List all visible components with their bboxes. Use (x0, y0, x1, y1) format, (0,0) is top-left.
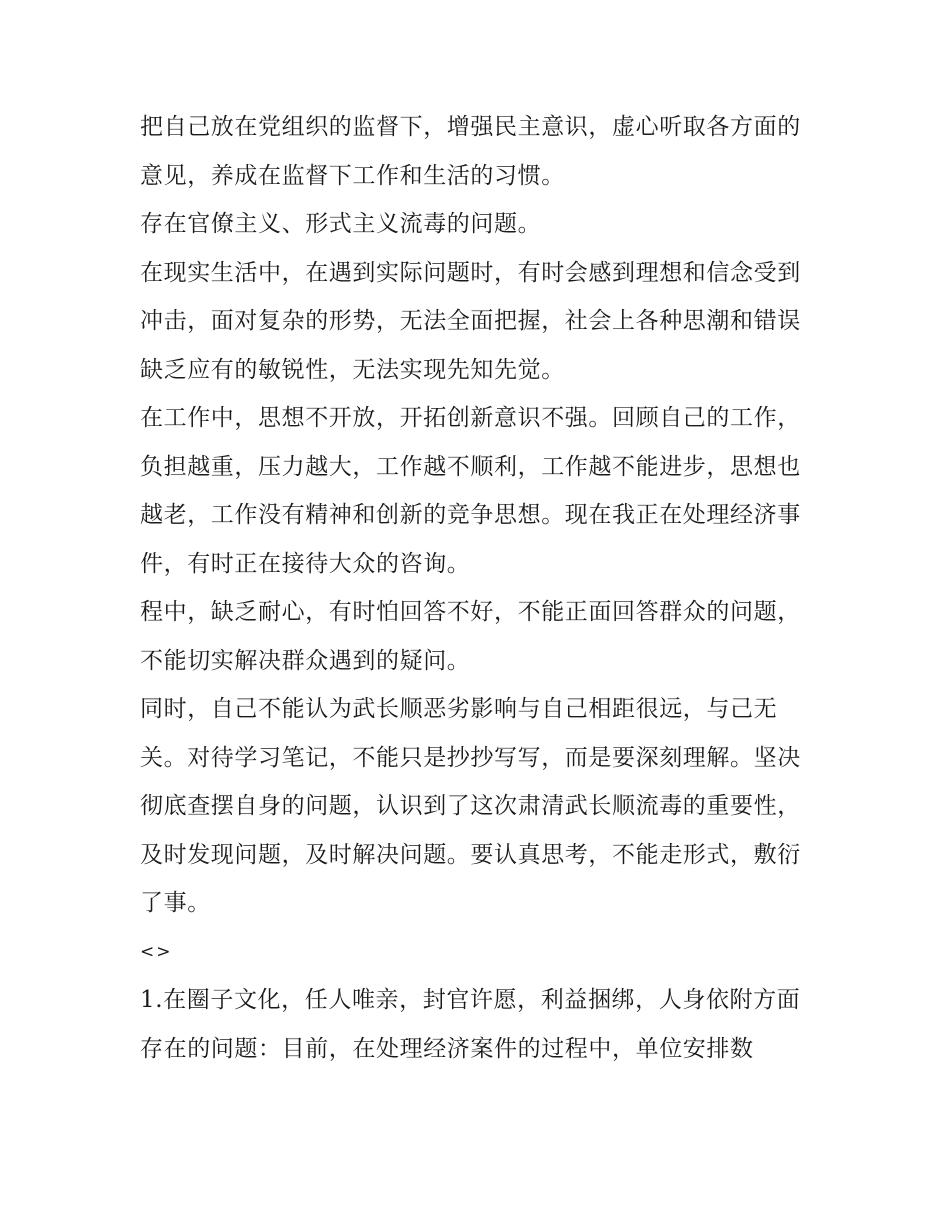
paragraph-4: 在工作中，思想不开放，开拓创新意识不强。回顾自己的工作，负担越重，压力越大，工作越不顺利，工作越不能进步，思想也越老，工作没有精神和创新的竞争思想。现在我正在处理经济事件，有时正在接待大众的咨询。 (140, 405, 801, 577)
paragraph-5: 程中，缺乏耐心，有时怕回答不好，不能正面回答群众的问题，不能切实解决群众遇到的疑问。 (140, 599, 801, 674)
paragraph-3: 在现实生活中，在遇到实际问题时，有时会感到理想和信念受到冲击，面对复杂的形势，无法全面把握，社会上各种思潮和错误缺乏应有的敏锐性，无法实现先知先觉。 (140, 259, 801, 383)
paragraph-7: 1.在圈子文化，任人唯亲，封官许愿，利益捆绑，人身依附方面存在的问题：目前，在处理经济案件的过程中，单位安排数 (140, 987, 801, 1062)
paragraph-2: 存在官僚主义、形式主义流毒的问题。 (140, 211, 542, 237)
paragraph-6: 同时，自己不能认为武长顺恶劣影响与自己相距很远，与己无关。对待学习笔记，不能只是抄抄写写，而是要深刻理解。坚决彻底查摆自身的问题，认识到了这次肃清武长顺流毒的重要性，及时发现问题，及时解决问题。要认真思考，不能走形式，敷衍了事。 (140, 696, 801, 916)
document-page (140, 103, 820, 1073)
paragraph-1: 把自己放在党组织的监督下，增强民主意识，虚心听取各方面的意见，养成在监督下工作和生活的习惯。 (140, 114, 801, 189)
section-marker: <> (140, 941, 173, 962)
